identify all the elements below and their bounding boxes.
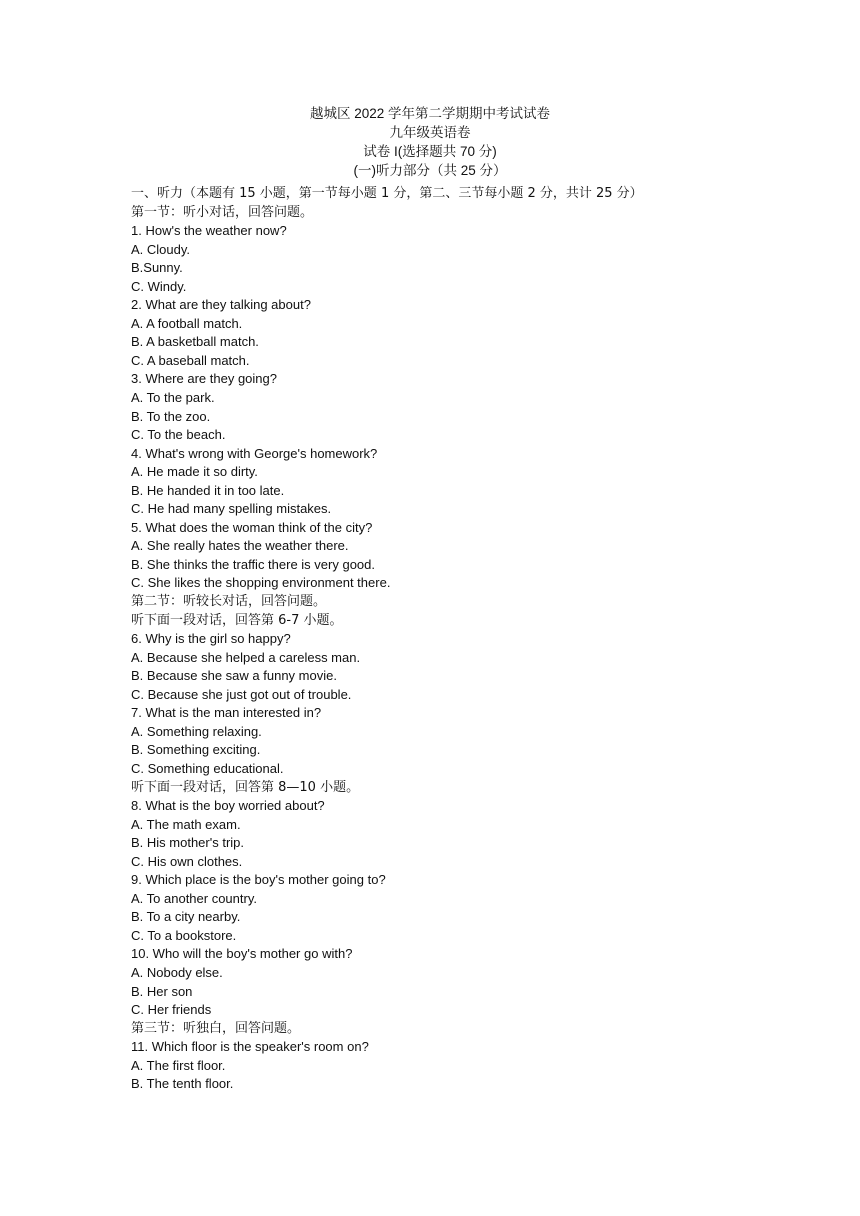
- option-line: A. A football match.: [131, 315, 243, 331]
- question-line: 2. What are they talking about?: [131, 297, 311, 313]
- option-line: C. She likes the shopping environment there.: [131, 575, 391, 591]
- section-heading: 一、听力（本题有 15 小题，第一节每小题 1 分，第二、三节每小题 2 分，共计 25 分）: [131, 186, 643, 201]
- option-line: C. To a bookstore.: [131, 927, 237, 943]
- option-line: C. He had many spelling mistakes.: [131, 501, 332, 517]
- option-line: B. Her son: [131, 983, 193, 999]
- option-line: B. His mother's trip.: [131, 835, 245, 851]
- option-line: C. Something educational.: [131, 760, 284, 776]
- option-line: B. She thinks the traffic there is very good.: [131, 556, 375, 572]
- question-line: 5. What does the woman think of the city?: [131, 519, 373, 535]
- option-line: B. He handed it in too late.: [131, 482, 285, 498]
- exam-body: [131, 185, 831, 1094]
- option-line: C. Windy.: [131, 278, 187, 294]
- question-line: 9. Which place is the boy's mother going to?: [131, 872, 386, 888]
- option-line: A. He made it so dirty.: [131, 464, 258, 480]
- option-line: A. The first floor.: [131, 1057, 226, 1073]
- option-line: B. Something exciting.: [131, 742, 261, 758]
- question-line: 1. How's the weather now?: [131, 223, 287, 239]
- option-line: B. Because she saw a funny movie.: [131, 668, 337, 684]
- option-line: A. Because she helped a careless man.: [131, 649, 361, 665]
- question-line: 3. Where are they going?: [131, 371, 277, 387]
- option-line: A. The math exam.: [131, 816, 241, 832]
- section-heading: 第一节：听小对话，回答问题。: [131, 204, 314, 220]
- section-instruction: 听下面一段对话，回答第 6-7 小题。: [131, 612, 343, 628]
- option-line: A. Nobody else.: [131, 964, 223, 980]
- question-line: 10. Who will the boy's mother go with?: [131, 946, 353, 962]
- option-line: B. To a city nearby.: [131, 909, 241, 925]
- option-line: C. To the beach.: [131, 427, 226, 443]
- section-instruction: 听下面一段对话，回答第 8—10 小题。: [131, 779, 360, 795]
- option-line: C. His own clothes.: [131, 853, 243, 869]
- option-line: A. Something relaxing.: [131, 723, 262, 739]
- question-line: 7. What is the man interested in?: [131, 705, 322, 721]
- exam-title: 越城区 2022 学年第二学期期中考试试卷: [309, 106, 551, 121]
- option-line: A. To the park.: [131, 390, 215, 406]
- question-line: 6. Why is the girl so happy?: [131, 631, 291, 647]
- question-line: 11. Which floor is the speaker's room on?: [131, 1039, 369, 1055]
- exam-header: [0, 104, 860, 180]
- option-line: C. Her friends: [131, 1002, 212, 1018]
- option-line: B. The tenth floor.: [131, 1076, 234, 1092]
- option-line: A. She really hates the weather there.: [131, 538, 349, 554]
- section-heading: 第二节：听较长对话，回答问题。: [131, 594, 327, 610]
- question-line: 8. What is the boy worried about?: [131, 798, 325, 814]
- option-line: B. To the zoo.: [131, 408, 211, 424]
- option-line: C. A baseball match.: [131, 352, 250, 368]
- option-line: C. Because she just got out of trouble.: [131, 686, 352, 702]
- paper-label: 试卷 I(选择题共 70 分): [363, 144, 497, 159]
- option-line: A. Cloudy.: [131, 241, 191, 257]
- option-line: A. To another country.: [131, 890, 257, 906]
- exam-subtitle: 九年级英语卷: [389, 125, 471, 140]
- option-line: B.Sunny.: [131, 260, 183, 276]
- question-line: 4. What's wrong with George's homework?: [131, 445, 378, 461]
- part-label: (一)听力部分（共 25 分）: [353, 163, 507, 178]
- section-heading: 第三节：听独白，回答问题。: [131, 1020, 301, 1036]
- option-line: B. A basketball match.: [131, 334, 259, 350]
